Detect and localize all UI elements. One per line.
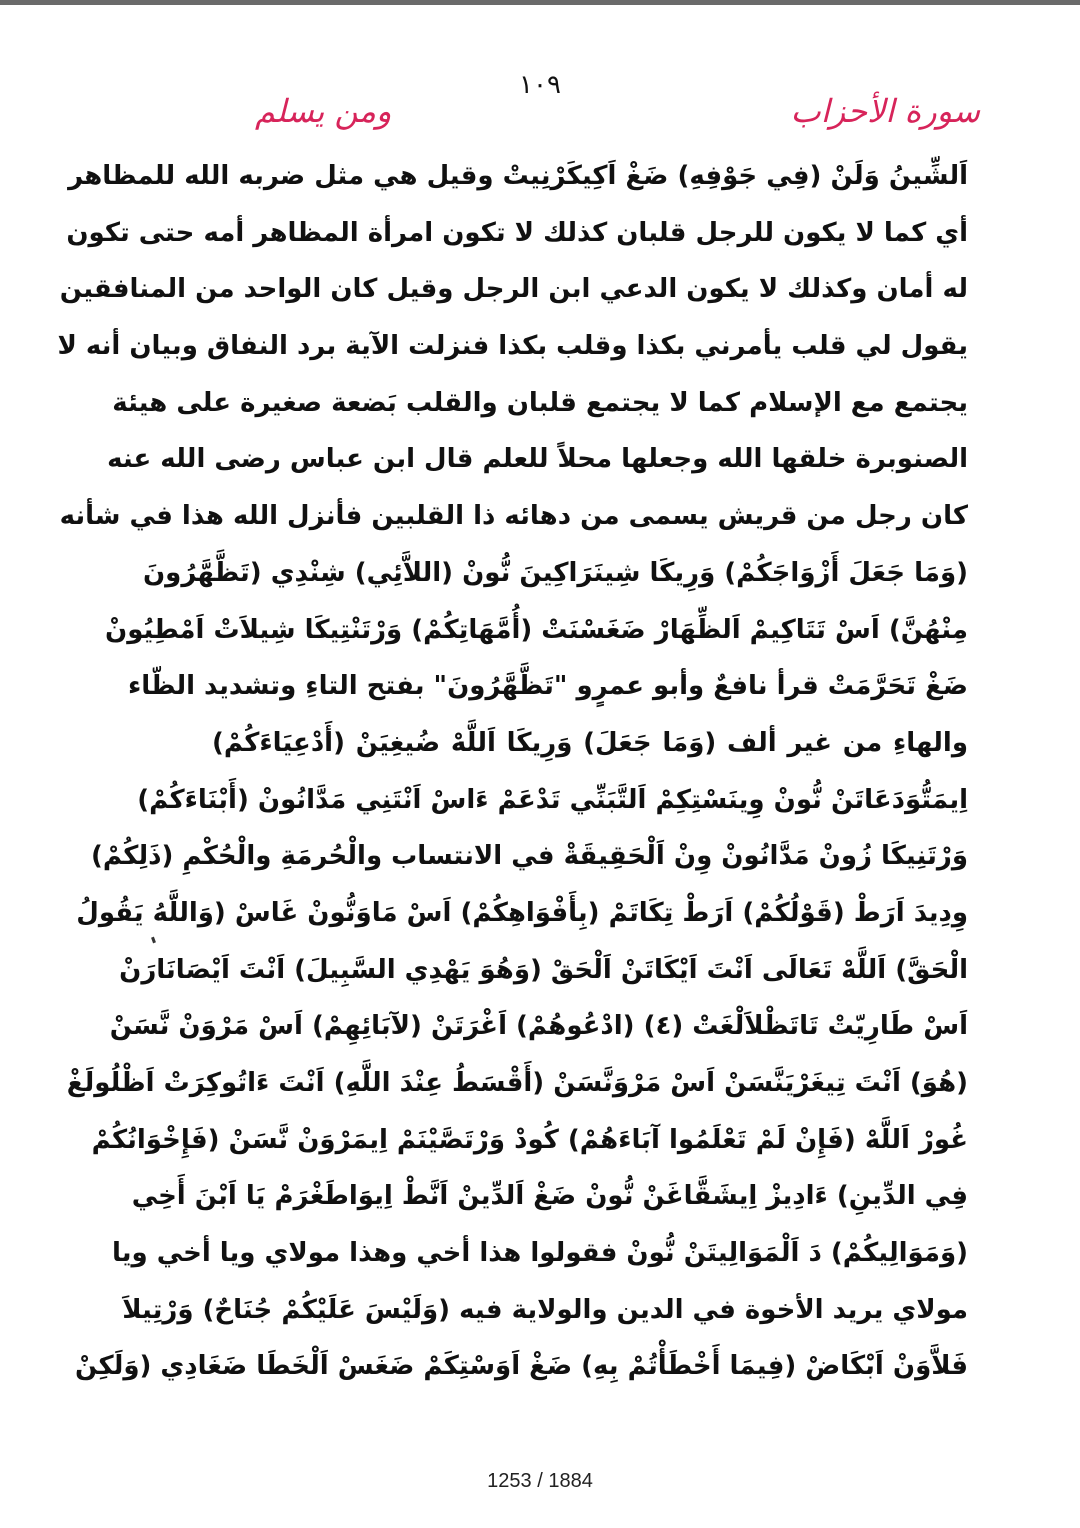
handwritten-note-verse: ومن يسلم	[255, 92, 392, 130]
text-line: مولاي يريد الأخوة في الدين والولاية فيه (وَلَيْسَ عَلَيْكُمْ جُنَاحٌ) وَرْتِيلاَ	[122, 1294, 968, 1325]
text-line: اَسْ طَارِيّتْ تَاتَظْلاَلْغَتْ (٤) (ادْعُوهُمْ) اَغْرَتَنْ (لآبَائِهِمْ) اَسْ مَرْوَنْ نَّسَنْ	[109, 1011, 968, 1042]
text-line: له أمان وكذلك لا يكون الدعي ابن الرجل وقيل كان الواحد من المنافقين	[59, 274, 968, 305]
handwritten-note-surah: سورة الأحزاب	[790, 92, 980, 130]
text-line: ضَغْ تَحَرَّمَتْ قرأ نافعٌ وأبو عمرٍو "تَظَّهَّرُونَ" بفتح التاءِ وتشديد الظّاء	[127, 671, 968, 702]
text-line: يقول لي قلب يأمرني بكذا وقلب بكذا فنزلت الآية برد النفاق وبيان أنه لا	[57, 331, 968, 362]
text-line: فَلاَّوَنْ اَبْكَاضْ (فِيمَا أَخْطَأْتُمْ بِهِ) ضَغْ اَوَسْتِكَمْ ضَغَسْ اَلْخَطَا ضَغَادِي (وَلَكِنْ	[75, 1351, 968, 1382]
commentary-text	[57, 148, 968, 1395]
text-line: وِدِيدَ اَرَطْ (قَوْلُكُمْ) اَرَطْ تِكَاتَمْ (بِأَفْوَاهِكُمْ) اَسْ مَاوَنُّونْ غَاسْ (وَاللَّهُ يَقُولُ	[76, 897, 968, 928]
text-line: الْحَقَّ) اَللَّهْ تَعَالَى اَنْتَ اَيْكَاتَنْ اَلْحَقْ (وَهُوَ يَهْدِي السَّبِيلَ) اَنْتَ اَيْصَانَارَنْ	[119, 954, 968, 985]
text-line: الصنوبرة خلقها الله وجعلها محلاً للعلم قال ابن عباس رضى الله عنه	[107, 444, 968, 475]
text-line: (وَمَا جَعَلَ أَزْوَاجَكُمْ) وَرِيكَا شِينَرَاكِينَ نُّونْ (اللاَّئِي) شِنْدِي (تَظَّهَّرُونَ	[142, 557, 968, 588]
text-line: (وَمَوَالِيكُمْ) دَ اَلْمَوَالِيتَنْ نُّونْ فقولوا هذا أخي وهذا مولاي ويا أخي ويا	[112, 1238, 968, 1269]
text-line: اِيمَتُّوَدَعَاتَنْ نُّونْ وِينَسْتِكِمْ اَلتَّبَنِّي تَدْعَمْ ءَاسْ اَنْتَنِي مَدَّانُونْ (أَبْنَاءَكُمْ)	[137, 784, 968, 815]
text-line: كان رجل من قريش يسمى من دهائه ذا القلبين فأنزل الله هذا في شأنه	[59, 501, 968, 532]
top-border	[0, 0, 1080, 5]
text-line: اَلشِّينُ وَلَنْ (فِي جَوْفِهِ) ضَغْ اَكِيكَرْنِيتْ وقيل هي مثل ضربه الله للمظاهر	[68, 161, 968, 191]
page-counter: 1253 / 1884	[487, 1470, 593, 1492]
text-line: والهاءِ من غير ألف (وَمَا جَعَلَ) وَرِيكَا اَللَّهْ ضُيغِيَنْ (أَدْعِيَاءَكُمْ)	[212, 727, 968, 758]
text-line: (هُوَ) اَنْتَ تِيغَرْيَنَّسَنْ اَسْ مَرْوَنَّسَنْ (أَقْسَطُ عِنْدَ اللَّهِ) اَنْتَ ءَاتُوكِرَتْ اَظْلُولَغْ	[66, 1068, 968, 1098]
text-line: وَرْتَنِيكَا زُونْ مَدَّانُونْ وِنْ اَلْحَقِيقَةْ في الانتساب والْحُرمَةِ والْحُكْمِ (ذَلِكُمْ)	[90, 841, 968, 872]
text-line: مِنْهُنَّ) اَسْ تَتَاكِيمْ اَلظِّهَارْ ضَغَسْنَتْ (أُمَّهَاتِكُمْ) وَرْتَنْتِيكَا شِيلاَتْ اَمْطِيُونْ	[105, 614, 968, 645]
text-line: غُورْ اَللَّهْ (فَإِنْ لَمْ تَعْلَمُوا آبَاءَهُمْ) كُودْ وَرْتَصَّيْنَمْ اِيمَرْوَنْ نَّسَنْ (فَإِخْوَانُكُمْ	[91, 1124, 968, 1155]
text-line: يجتمع مع الإسلام كما لا يجتمع قلبان والقلب بَضعة صغيرة على هيئة	[112, 387, 968, 418]
text-line: أي كما لا يكون للرجل قلبان كذلك لا تكون امرأة المظاهر أمه حتى تكون	[66, 217, 968, 248]
text-line: فِي الدِّينِ) ءَادِيزْ اِيشَقَّاغَنْ نُّونْ ضَغْ اَلدِّينْ اَنَّطْ اِيوَاطَغْرَمْ يَا اَبْنَ أَخِي	[131, 1181, 968, 1212]
page-number: ١٠٩	[519, 70, 561, 100]
